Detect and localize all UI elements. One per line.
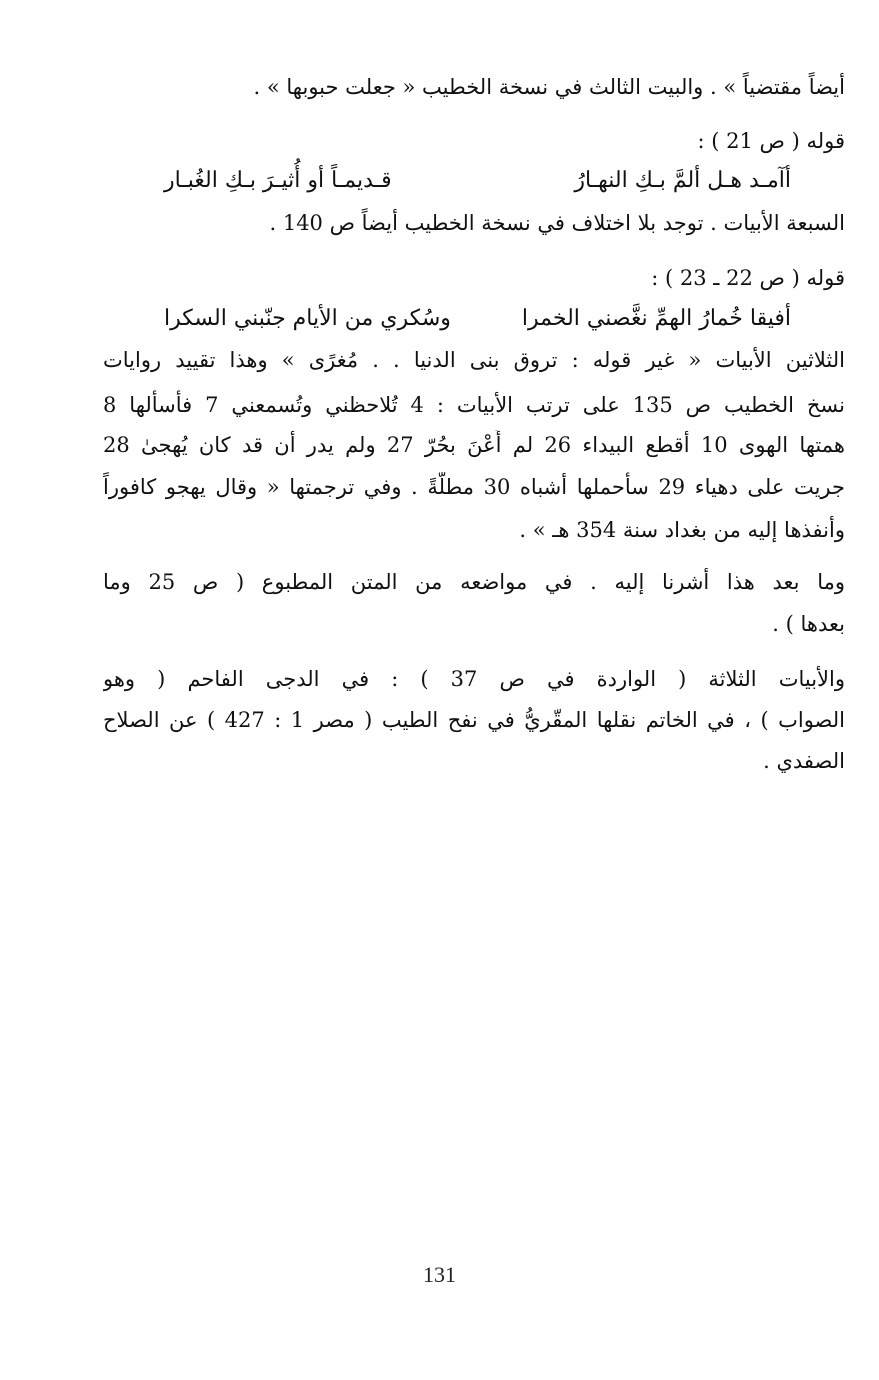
verse-first-hemistich: أآمـد هـل ألمَّ بـكِ النهـارُ xyxy=(574,168,791,193)
text-line: والأبيات الثلاثة ( الواردة في ص 37 ) : في الدجى الفاحم ( وهو xyxy=(103,667,845,691)
text-line: أيضاً مقتضياً » . والبيت الثالث في نسخة الخطيب « جعلت حبوبها » . xyxy=(253,75,845,99)
section-heading: قوله ( ص 21 ) : xyxy=(697,129,845,153)
verse-second-hemistich: قـديمـاً أو أُثيـرَ بـكِ الغُبـار xyxy=(164,168,392,193)
verse-second-hemistich: وسُكري من الأيام جنّبني السكرا xyxy=(164,306,451,331)
text-line: همتها الهوى 10 أقطع البيداء 26 لم أَعْنَ بحُرّ 27 ولم يدر أن قد كان يُهجىٰ 28 xyxy=(103,433,845,457)
text-line: الثلاثين الأبيات « غير قوله : تروق بنى الدنيا . . مُغرًى » وهذا تقييد روايات xyxy=(103,348,845,372)
section-heading: قوله ( ص 22 ـ 23 ) : xyxy=(651,266,845,290)
text-line: السبعة الأبيات . توجد بلا اختلاف في نسخة الخطيب أيضاً ص 140 . xyxy=(269,211,845,235)
text-line: جريت على دهياء 29 سأحملها أشباه 30 مطلّةً . وفي ترجمتها « وقال يهجو كافوراً xyxy=(103,475,845,499)
text-line: وأنفذها إليه من بغداد سنة 354 هـ » . xyxy=(519,518,845,542)
text-line: الصفدي . xyxy=(763,749,845,773)
text-line: بعدها ) . xyxy=(772,612,845,636)
text-line: الصواب ) ، في الخاتم نقلها المقّريُّ في نفح الطيب ( مصر 1 : 427 ) عن الصلاح xyxy=(103,708,845,732)
text-line: نسخ الخطيب ص 135 على ترتب الأبيات : 4 تُلاحظني وتُسمعني 7 فأسألها 8 xyxy=(103,393,845,417)
page-number: 131 xyxy=(423,1262,456,1287)
verse-first-hemistich: أفيقا خُمارُ الهمِّ نغَّصني الخمرا xyxy=(521,306,791,331)
text-line: وما بعد هذا أشرنا إليه . في مواضعه من المتن المطبوع ( ص 25 وما xyxy=(103,570,845,594)
